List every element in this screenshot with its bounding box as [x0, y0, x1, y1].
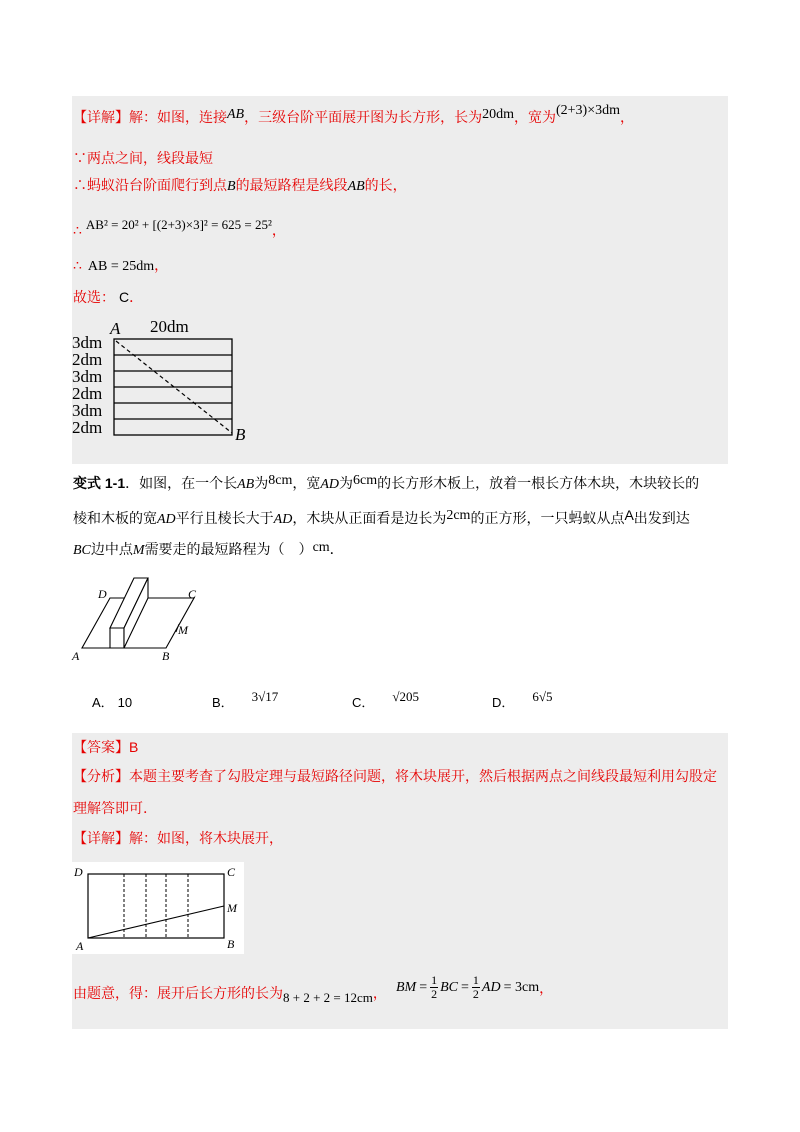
fig1-step-label: 2dm — [72, 418, 103, 437]
analysis-line-1: 【分析】本题主要考查了勾股定理与最短路径问题，将木块展开，然后根据两点之间线段最短利用勾股定 — [73, 769, 717, 785]
fig1-top-label: 20dm — [150, 317, 189, 336]
final-fraction-expr: BM = $\frac{1}{2}$ BC = $\frac{1}{2}$ AD = 3cm ， — [396, 973, 554, 1001]
fig3-point-m: M — [227, 901, 237, 915]
fig1-point-b: B — [235, 425, 246, 444]
detail-prefix: 【详解】 — [73, 110, 129, 126]
fig1-step-label: 3dm — [72, 333, 103, 352]
variant-line-3: BC边中点M需要走的最短路程为（ ）cm． — [73, 540, 344, 558]
fig3-point-d: D — [74, 865, 83, 879]
fig2-point-c: C — [188, 587, 197, 601]
fig1-step-label: 2dm — [72, 384, 103, 403]
fig2-point-d: D — [98, 587, 107, 601]
variant-line-2: 棱和木板的宽AD平行且棱长大于AD，木块从正面看是边长为2cm的正方形，一只蚂蚁从点A出发到达 — [73, 507, 690, 527]
because-line: ∵两点之间，线段最短 — [73, 151, 213, 167]
fig1-step-label: 3dm — [72, 401, 103, 420]
fig2-point-m: M — [178, 623, 188, 637]
fig2-point-b: B — [162, 649, 170, 663]
option-a[interactable]: A． 10 — [92, 695, 133, 710]
variant-line-1: 变式 1-1．如图，在一个长AB为8cm，宽AD为6cm的长方形木板上，放着一根长方体木块，木块较长的 — [73, 473, 700, 492]
choose-line: 故选： C． — [73, 289, 144, 306]
answer-line: 【答案】B — [73, 739, 139, 756]
fig3-point-c: C — [227, 865, 236, 879]
variant-title: 变式 1-1 — [73, 475, 126, 491]
option-d[interactable]: D． 6√5 — [492, 689, 553, 710]
fig1-step-label: 3dm — [72, 367, 103, 386]
detail-line-1: 【详解】解：如图，连接AB，三级台阶平面展开图为长方形，长为20dm，宽为(2+3)×3dm， — [73, 103, 635, 126]
fig3-point-a: A — [76, 939, 84, 953]
board-block-figure — [70, 572, 210, 664]
therefore-line-2: ∴ AB² = 20² + [(2+3)×3]² = 625 = 25²， — [73, 217, 286, 239]
fig3-point-b: B — [227, 937, 235, 951]
block-front — [110, 628, 124, 648]
therefore-line-1: ∴蚂蚁沿台阶面爬行到点B的最短路程是线段AB的长， — [73, 178, 407, 194]
therefore-line-3: ∴ AB = 25dm， — [73, 258, 169, 274]
unfolded-figure — [72, 862, 244, 954]
analysis-line-2: 理解答即可. — [73, 801, 148, 817]
option-b[interactable]: B． 3√17 — [212, 689, 279, 710]
staircase-figure — [70, 312, 270, 447]
unfolded-bg — [72, 862, 244, 954]
option-c[interactable]: C． √205 — [352, 689, 420, 710]
fig2-point-a: A — [72, 649, 80, 663]
detail-line-2: 【详解】解：如图，将木块展开， — [73, 831, 283, 847]
fraction-half: $\frac{1}{2}$ — [431, 973, 438, 1001]
fig1-step-label: 2dm — [72, 350, 103, 369]
final-line: 由题意，得：展开后长方形的长为8 + 2 + 2 = 12cm， — [73, 986, 387, 1005]
fig1-point-a: A — [110, 319, 121, 338]
fraction-half-2: $\frac{1}{2}$ — [472, 973, 479, 1001]
